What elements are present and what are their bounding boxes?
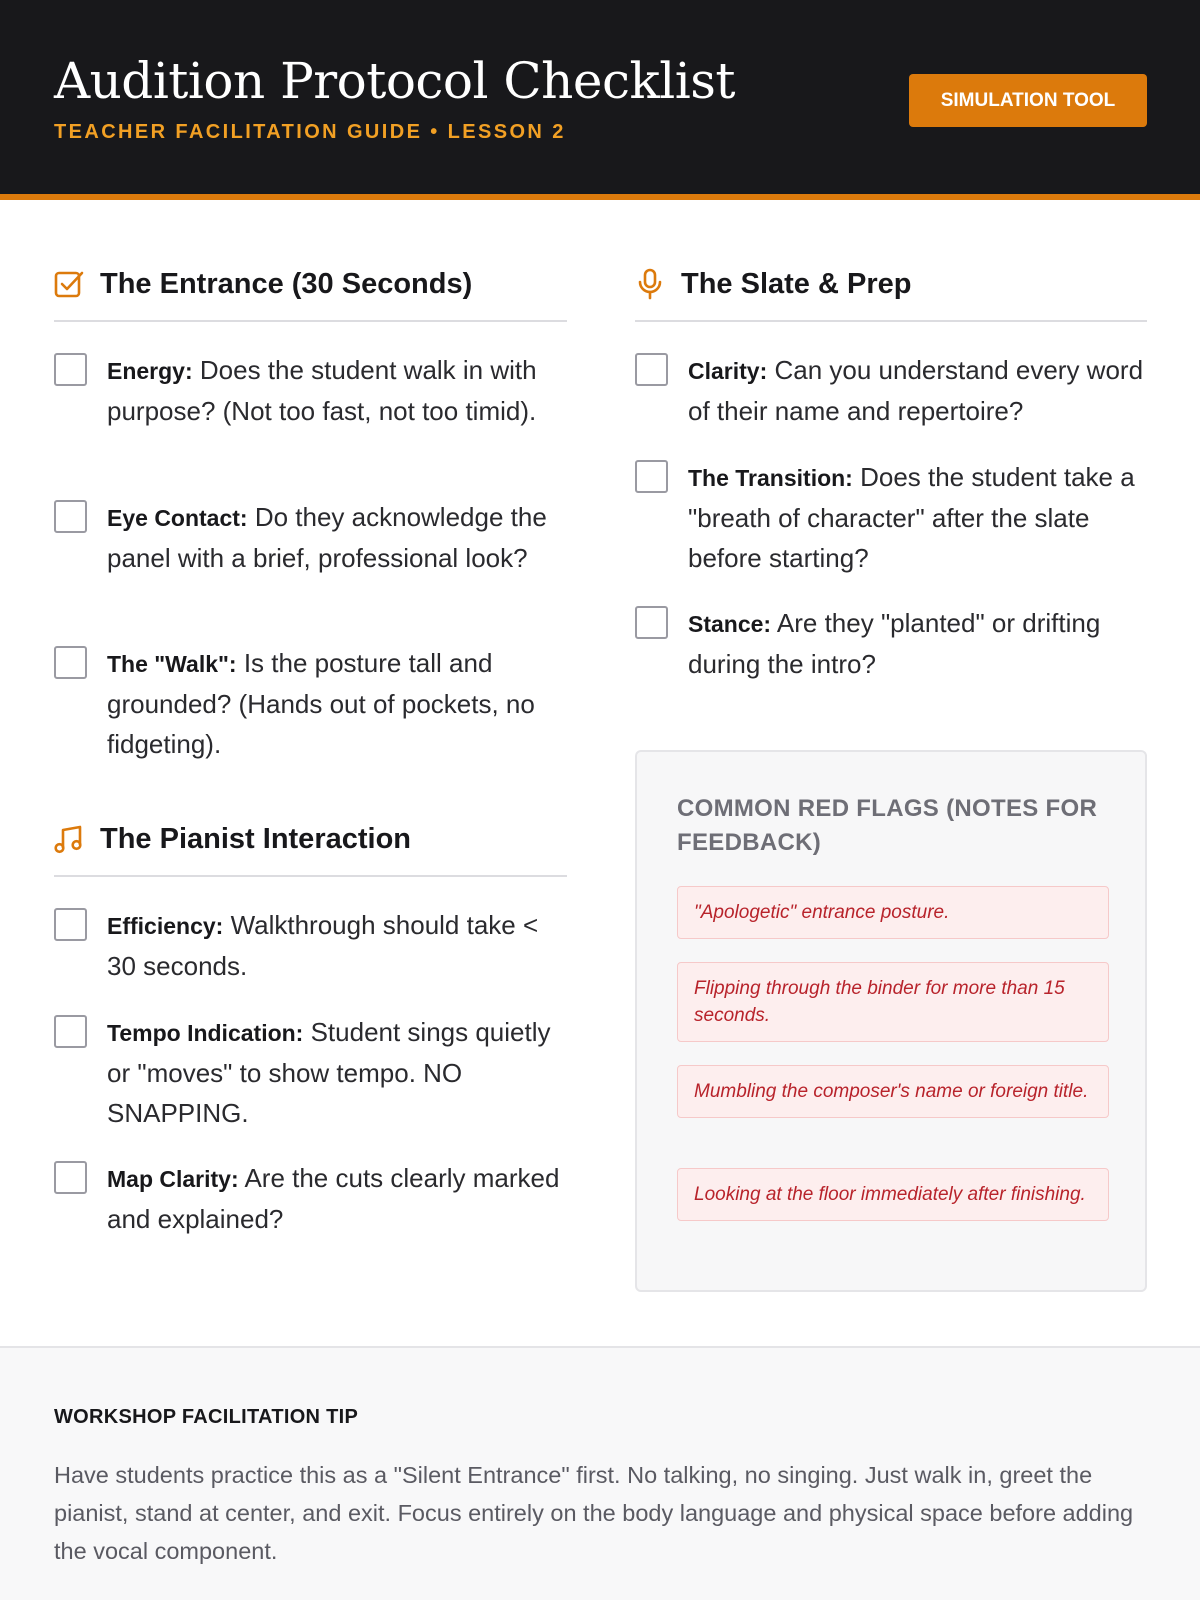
- checklist-item: [54, 350, 567, 470]
- checklist-item: [635, 350, 1147, 430]
- checklist-item: [54, 905, 567, 985]
- item-text: Does the student take a "breath of character" after the slate before starting?: [688, 462, 1135, 573]
- item-label: The "Walk":: [107, 651, 237, 677]
- section-heading-pianist: [54, 819, 411, 859]
- item-text: Student sings quietly or "moves" to show tempo. NO SNAPPING.: [107, 1017, 551, 1128]
- item-text: Does the student walk in with purpose? (Not too fast, not too timid).: [107, 355, 537, 426]
- red-flag-item: Flipping through the binder for more than 15 seconds.: [677, 962, 1109, 1042]
- facilitation-tip-footer: [0, 1346, 1200, 1600]
- item-text: Are the cuts clearly marked and explained?: [107, 1163, 560, 1234]
- red-flags-panel: [635, 750, 1147, 1292]
- item-text: Is the posture tall and grounded? (Hands out of pockets, no fidgeting).: [107, 648, 535, 759]
- checklist-item: [635, 457, 1147, 577]
- checklist-item: [635, 603, 1147, 683]
- page-title: Audition Protocol Checklist: [54, 52, 736, 110]
- red-flag-item: "Apologetic" entrance posture.: [677, 886, 1109, 939]
- footer-title: WORKSHOP FACILITATION TIP: [54, 1406, 359, 1428]
- checkbox[interactable]: [635, 460, 668, 493]
- section-divider: [54, 320, 567, 322]
- item-label: Stance:: [688, 611, 772, 637]
- checkbox[interactable]: [635, 606, 668, 639]
- footer-text: Have students practice this as a "Silent Entrance" first. No talking, no singing. Just walk in, greet the pianist, stand at center, and exit. Focus entirely on the body language and physical space before adding the vocal component.: [54, 1462, 1134, 1564]
- checkbox[interactable]: [54, 353, 87, 386]
- checklist-item: [54, 1012, 567, 1132]
- item-label: The Transition:: [688, 465, 853, 491]
- section-heading-slate: [635, 264, 911, 304]
- item-label: Eye Contact:: [107, 505, 248, 531]
- red-flag-item: Mumbling the composer's name or foreign title.: [677, 1065, 1109, 1118]
- section-heading-entrance: [54, 264, 472, 304]
- checklist-item: [54, 497, 567, 617]
- item-label: Efficiency:: [107, 913, 224, 939]
- page-subtitle: TEACHER FACILITATION GUIDE • LESSON 2: [54, 121, 566, 143]
- item-text: Are they "planted" or drifting during the intro?: [688, 608, 1101, 679]
- item-text: Can you understand every word of their name and repertoire?: [688, 355, 1144, 426]
- item-text: Walkthrough should take < 30 seconds.: [107, 910, 539, 981]
- section-divider: [635, 320, 1147, 322]
- checkbox[interactable]: [54, 1015, 87, 1048]
- section-divider: [54, 875, 567, 877]
- checkbox-icon: [54, 267, 84, 301]
- item-text: Do they acknowledge the panel with a brief, professional look?: [107, 502, 547, 573]
- section-title: The Pianist Interaction: [100, 822, 411, 855]
- music-note-icon: [54, 822, 84, 856]
- item-label: Tempo Indication:: [107, 1020, 304, 1046]
- page-header: [0, 0, 1200, 200]
- simulation-tool-badge: SIMULATION TOOL: [909, 74, 1147, 127]
- checkbox[interactable]: [54, 646, 87, 679]
- item-label: Clarity:: [688, 358, 768, 384]
- checkbox[interactable]: [635, 353, 668, 386]
- red-flags-title: COMMON RED FLAGS (NOTES FOR FEEDBACK): [677, 795, 1098, 856]
- checklist-item: [54, 1158, 567, 1238]
- section-title: The Entrance (30 Seconds): [100, 267, 473, 300]
- checkbox[interactable]: [54, 500, 87, 533]
- item-label: Map Clarity:: [107, 1166, 239, 1192]
- checklist-item: [54, 643, 567, 763]
- microphone-icon: [635, 267, 665, 301]
- checkbox[interactable]: [54, 908, 87, 941]
- red-flag-item: Looking at the floor immediately after finishing.: [677, 1168, 1109, 1221]
- item-label: Energy:: [107, 358, 193, 384]
- section-title: The Slate & Prep: [681, 267, 912, 300]
- checkbox[interactable]: [54, 1161, 87, 1194]
